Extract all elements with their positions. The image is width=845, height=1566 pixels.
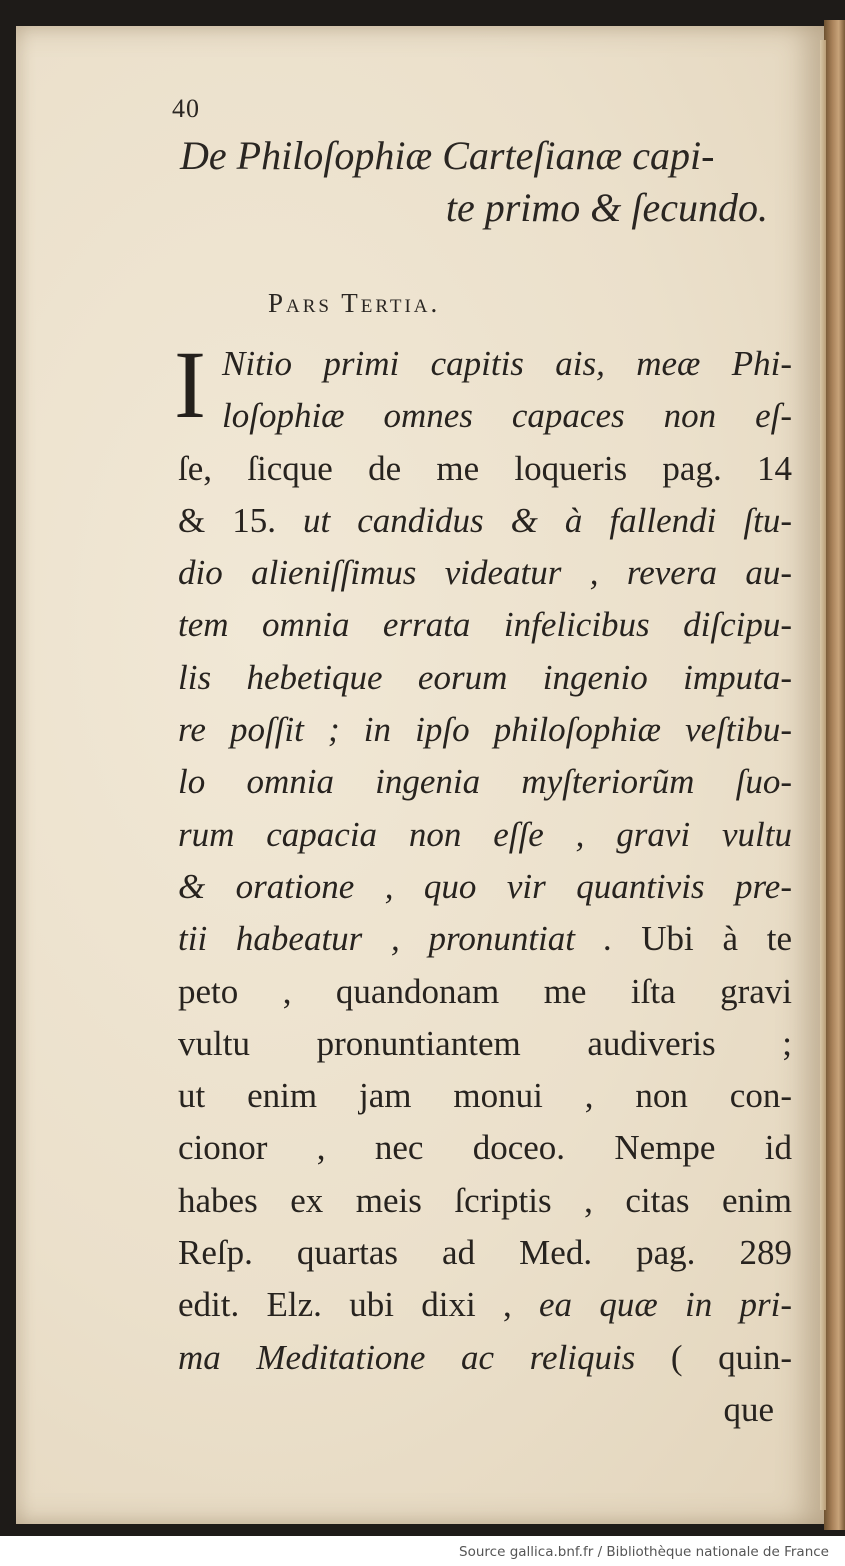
text-line bbox=[178, 1279, 792, 1331]
source-footer bbox=[0, 1538, 845, 1566]
text-line bbox=[178, 913, 792, 965]
roman-segment: ſe, ſicque de me loqueris pag. 14 bbox=[178, 448, 792, 488]
text-line bbox=[178, 1175, 792, 1227]
title-line-2: te primo & ſecundo. bbox=[445, 185, 768, 230]
italic-segment: lo omnia ingenia myſteriorũm ſuo- bbox=[178, 762, 792, 802]
italic-segment: ma Meditatione ac reliquis bbox=[178, 1337, 671, 1377]
page-number: 40 bbox=[172, 94, 200, 123]
text-line bbox=[178, 1122, 792, 1174]
text-line bbox=[178, 599, 792, 651]
text-line bbox=[178, 1070, 792, 1122]
roman-segment: Reſp. quartas ad Med. pag. 289 bbox=[178, 1233, 792, 1273]
title-line-1: De Philoſophiæ Carteſianæ capi- bbox=[180, 133, 715, 178]
roman-segment: Ubi à te bbox=[641, 919, 793, 959]
italic-segment: tem omnia errata infelicibus diſcipu- bbox=[178, 605, 792, 645]
italic-segment: loſophiæ omnes capaces non eſ- bbox=[222, 396, 792, 436]
text-line bbox=[178, 1332, 792, 1384]
text-line bbox=[178, 443, 792, 495]
text-line bbox=[178, 338, 792, 390]
body-text bbox=[178, 338, 792, 1436]
text-line bbox=[178, 861, 792, 913]
text-line bbox=[178, 1227, 792, 1279]
italic-segment: & oratione , quo vir quantivis pre- bbox=[178, 866, 792, 906]
roman-segment: & 15. bbox=[178, 500, 304, 540]
roman-segment: edit. Elz. ubi dixi , bbox=[178, 1285, 540, 1325]
roman-segment: ut enim jam monui , non con- bbox=[178, 1076, 792, 1116]
drop-cap: I bbox=[174, 331, 206, 438]
italic-segment: ut candidus & à fallendi ſtu- bbox=[303, 500, 792, 540]
italic-segment: re poſſit ; in ipſo philoſophiæ veſtibu- bbox=[178, 710, 792, 750]
page-edge bbox=[820, 40, 826, 1510]
book-spine bbox=[824, 20, 845, 1530]
roman-segment: cionor , nec doceo. Nempe id bbox=[178, 1128, 792, 1168]
text-line bbox=[178, 390, 792, 442]
text-line bbox=[178, 652, 792, 704]
text-line bbox=[178, 495, 792, 547]
roman-segment: ( quin- bbox=[670, 1337, 792, 1377]
text-line bbox=[178, 1018, 792, 1070]
text-line bbox=[178, 704, 792, 756]
roman-segment: habes ex meis ſcriptis , citas enim bbox=[178, 1180, 792, 1220]
italic-segment: dio alieniſſimus videatur , revera au- bbox=[178, 553, 792, 593]
source-credit: Source gallica.bnf.fr / Bibliothèque nationale de France bbox=[459, 1544, 829, 1560]
section-heading: Pars Tertia. bbox=[268, 288, 441, 318]
roman-segment: peto , quandonam me iſta gravi bbox=[178, 971, 792, 1011]
text-line bbox=[178, 966, 792, 1018]
text-line bbox=[178, 809, 792, 861]
text-line bbox=[178, 547, 792, 599]
italic-segment: rum capacia non eſſe , gravi vultu bbox=[178, 814, 792, 854]
catchword: que bbox=[723, 1389, 774, 1429]
italic-segment: lis hebetique eorum ingenio imputa- bbox=[178, 657, 792, 697]
italic-segment: Nitio primi capitis ais, meæ Phi- bbox=[222, 344, 792, 383]
chapter-title bbox=[176, 130, 800, 234]
italic-segment: tii habeatur , pronuntiat . bbox=[178, 919, 642, 959]
roman-segment: vultu pronuntiantem audiveris ; bbox=[178, 1023, 792, 1063]
text-line bbox=[178, 756, 792, 808]
italic-segment: ea quæ in pri- bbox=[539, 1285, 792, 1325]
